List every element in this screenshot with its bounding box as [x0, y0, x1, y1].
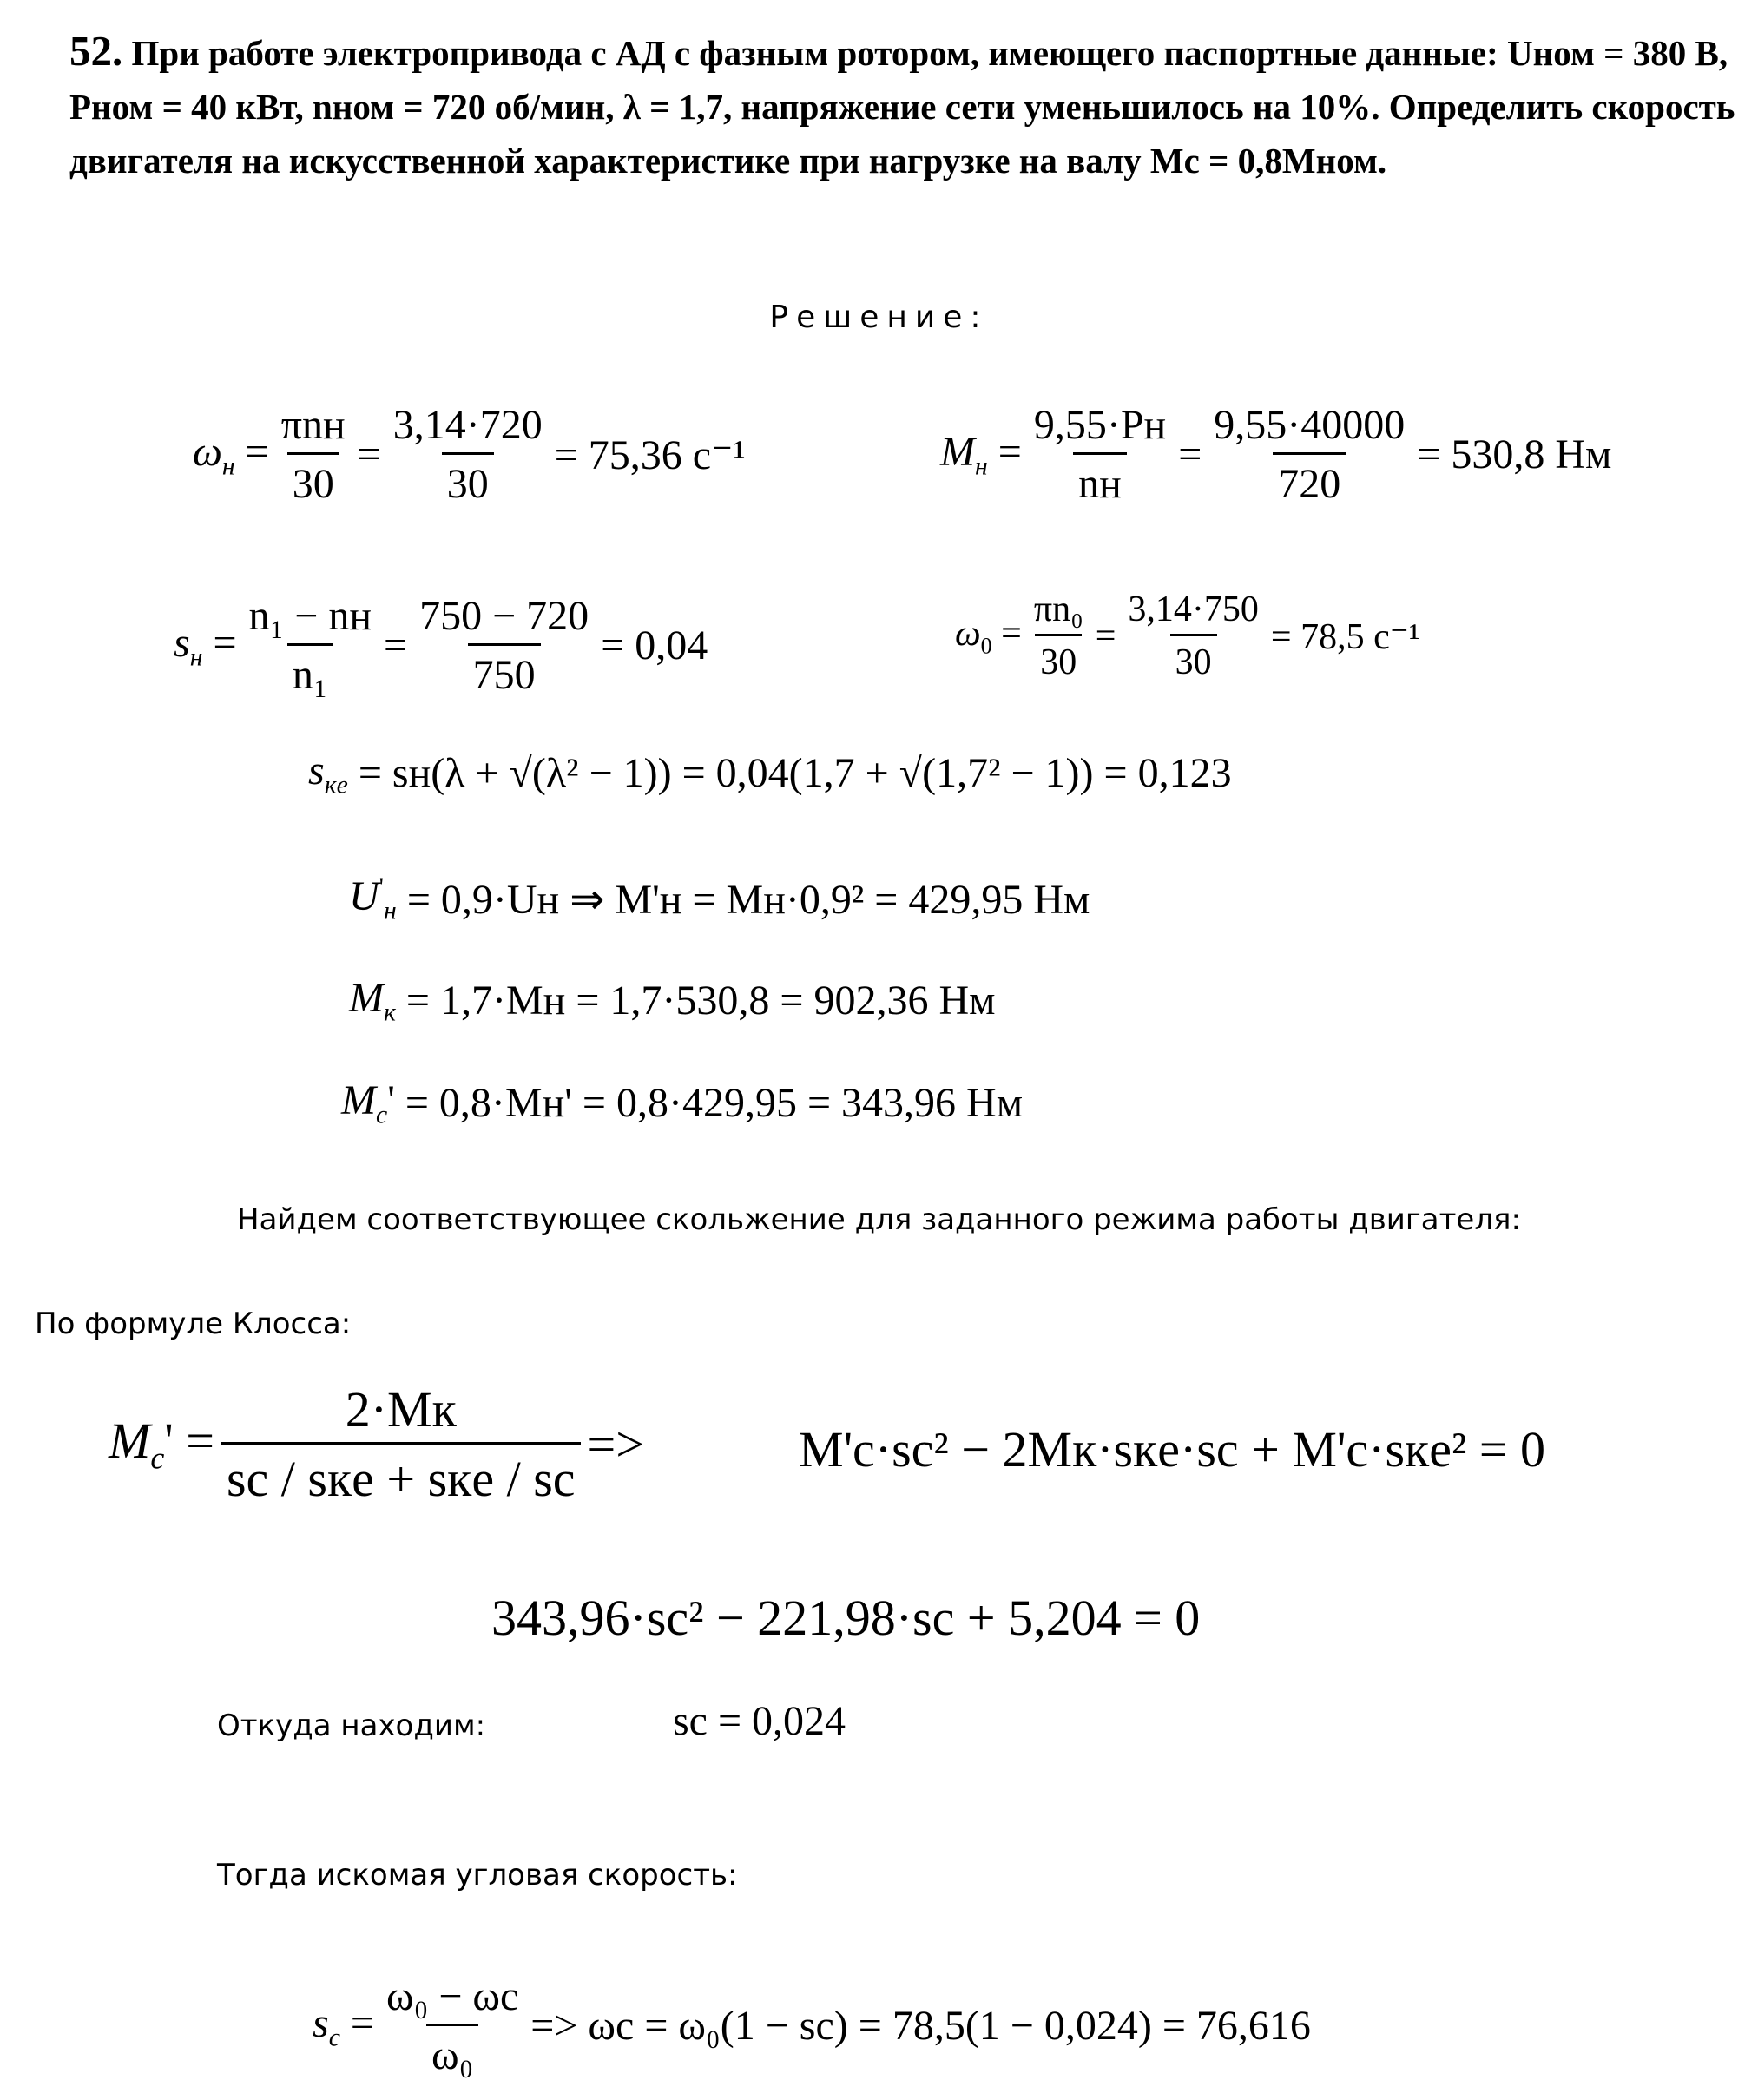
formula-sc: [673, 1697, 846, 1745]
formula-final: $s_c$ = $\frac{\text{ω₀ − ωc}}{\text{ω₀}}$ => ωc = ω₀(1 − sc) = 78,5(1 − 0,024) = 76,616: [313, 1973, 1311, 2078]
omega-0-num2: 3,14·750: [1128, 589, 1259, 629]
s-n-num2: 750 − 720: [419, 593, 589, 639]
note-find: Откуда находим:: [217, 1708, 486, 1743]
m-n-den2: 720: [1273, 452, 1346, 508]
quadratic-expression: 343,96·sc² − 221,98·sc + 5,204 = 0: [491, 1590, 1201, 1646]
final-numerator: ω₀ − ωc: [385, 1973, 519, 2019]
formula-kloss: $M_c'$ = $\frac{2\cdot Mк}{\text{sc / sкe + sкe / sc}}$ =>: [109, 1381, 644, 1507]
omega-0-den1: 30: [1035, 634, 1082, 683]
final-rhs: => ωc = ω₀(1 − sc) = 78,5(1 − 0,024) = 76,616: [530, 2003, 1311, 2049]
kloss-numerator: 2·Mк: [345, 1381, 457, 1438]
kloss-arrow: =>: [587, 1416, 644, 1472]
formula-m-k: $M_к$ = 1,7·Mн = 1,7·530,8 = 902,36 Нм: [349, 975, 996, 1027]
m-n-num1: 9,55·Pн: [1033, 402, 1167, 448]
m-n-num2: 9,55·40000: [1214, 402, 1406, 448]
formula-s-ke: $s_{кe}$ = sн(λ + √(λ² − 1)) = 0,04(1,7 + √(1,7² − 1)) = 0,123: [308, 747, 1232, 800]
note-speed: Тогда искомая угловая скорость:: [217, 1858, 738, 1893]
problem-text: При работе электропривода с АД с фазным ротором, имеющего паспортные данные: Uном = 380 В, Pном = 40 кВт, nном = 720 об/мин, λ = 1,7, напряжение сети уменьшилось на 10%. Определить скорость двигателя на искусственной характеристике при нагрузке на валу Mc = 0,8Mном.: [69, 33, 1735, 181]
omega-0-result: = 78,5 c⁻¹: [1270, 616, 1420, 657]
omega-0-den2: 30: [1170, 634, 1217, 683]
note-slip: Найдем соответствующее скольжение для заданного режима работы двигателя:: [237, 1202, 1521, 1237]
formula-u-n: $U'_н$ = 0,9·Uн ⇒ M'н = Mн·0,9² = 429,95 Нм: [349, 872, 1090, 925]
m-n-result: = 530,8 Нм: [1417, 431, 1612, 477]
s-n-result: = 0,04: [601, 622, 708, 668]
omega-n-num2: 3,14·720: [392, 402, 543, 448]
m-n-den1: nн: [1073, 452, 1127, 508]
m-c-expression: = 0,8·Mн' = 0,8·429,95 = 343,96 Нм: [405, 1080, 1024, 1127]
solution-title: Решение:: [769, 300, 989, 335]
formula-s-n: $s_н$ = $\frac{\text{n₁ − nн}}{\text{n₁}}$ = $\frac{750 - 720}{750}$ = 0,04: [174, 593, 708, 698]
problem-number: 52.: [69, 27, 123, 75]
omega-n-num1: πnн: [280, 402, 346, 448]
s-n-den1: n₁: [287, 643, 333, 699]
s-n-den2: 750: [468, 643, 541, 699]
u-n-expression: = 0,9·Uн ⇒ M'н = Mн·0,9² = 429,95 Нм: [406, 876, 1090, 923]
kloss-rhs: M'c·sc² − 2Mк·sкe·sc + M'c·sкe² = 0: [799, 1421, 1546, 1478]
omega-0-num1: πn₀: [1033, 589, 1083, 629]
m-k-expression: = 1,7·Mн = 1,7·530,8 = 902,36 Нм: [405, 978, 996, 1024]
note-kloss: По формуле Клосса:: [35, 1307, 352, 1341]
problem-statement: [69, 24, 1736, 188]
formula-kloss-expanded: [799, 1420, 1545, 1478]
formula-m-n: $M_н$ = $\frac{9,55\cdot Pн}{nн}$ = $\frac{9,55\cdot 40000}{720}$ = 530,8 Нм: [940, 402, 1612, 507]
formula-m-c: $M_c'$ = 0,8·Mн' = 0,8·429,95 = 343,96 Нм: [341, 1077, 1024, 1129]
s-ke-expression: = sн(λ + √(λ² − 1)) = 0,04(1,7 + √(1,7² − 1)) = 0,123: [358, 750, 1232, 797]
formula-omega-n: $\omega_н$ = $\frac{\text{πnн}}{30}$ = $\frac{3,14\cdot 720}{30}$ = 75,36 c⁻¹: [193, 402, 746, 507]
omega-n-den1: 30: [287, 452, 339, 508]
formula-omega-0: $\omega_0$ = $\frac{\text{πn₀}}{30}$ = $\frac{3,14\cdot 750}{30}$ = 78,5 c⁻¹: [955, 589, 1420, 682]
omega-n-den2: 30: [442, 452, 494, 508]
s-n-num1: n₁ − nн: [248, 593, 372, 639]
final-denominator: ω₀: [426, 2024, 478, 2079]
kloss-denominator: sc / sкe + sкe / sc: [221, 1442, 581, 1508]
omega-n-result: = 75,36 c⁻¹: [554, 431, 746, 478]
sc-value: sc = 0,024: [673, 1698, 846, 1744]
formula-quadratic: [491, 1589, 1200, 1647]
